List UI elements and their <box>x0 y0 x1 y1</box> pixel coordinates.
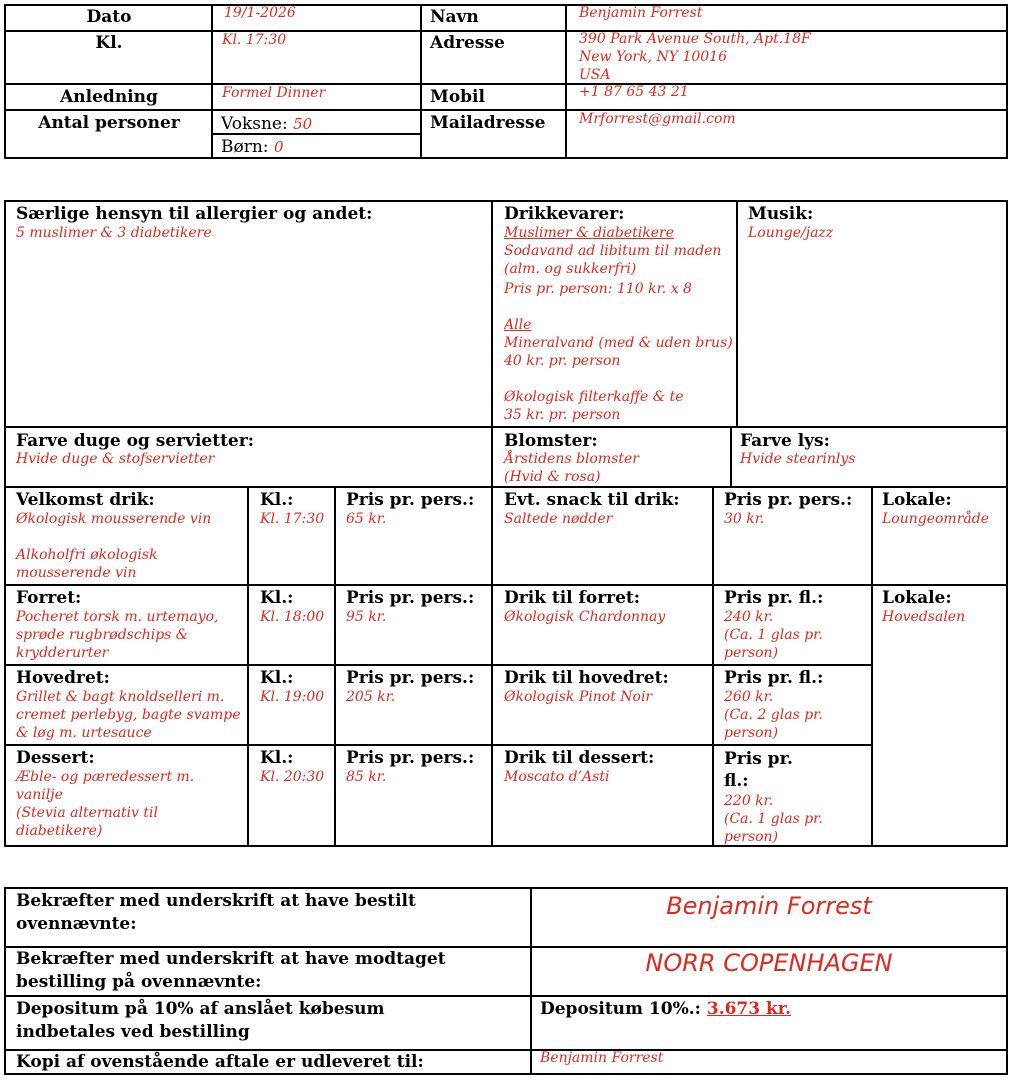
navn-label: Navn <box>430 7 479 27</box>
musik-value[interactable]: Lounge/jazz <box>748 225 834 241</box>
duge-label: Farve duge og servietter: <box>16 431 254 451</box>
table-border <box>4 200 6 847</box>
copy-label: Kopi af ovenstående aftale er udleveret til: <box>16 1052 424 1072</box>
drink-label: Drik til dessert: <box>504 748 655 768</box>
table-border <box>871 486 873 847</box>
table-border <box>4 887 6 1075</box>
allergier-value[interactable]: 5 muslimer & 3 diabetikere <box>16 225 212 241</box>
drikkevarer-label: Drikkevarer: <box>504 204 625 224</box>
lokale-value[interactable]: Hovedsalen <box>882 609 966 625</box>
table-border <box>5 109 1008 111</box>
drink-value[interactable]: Økologisk Pinot Noir <box>504 689 653 705</box>
price-value[interactable]: 85 kr. <box>346 769 387 785</box>
kl-value[interactable]: Kl. 19:00 <box>260 689 325 705</box>
table-border <box>5 4 1008 6</box>
kl-value[interactable]: Kl. 17:30 <box>222 32 287 48</box>
table-border <box>712 486 714 847</box>
table-border <box>5 83 1008 85</box>
drink-price-label: Pris pr. fl.: <box>724 668 824 688</box>
table-border <box>247 486 249 847</box>
price-value[interactable]: 95 kr. <box>346 609 387 625</box>
lokale-label: Lokale: <box>882 490 952 510</box>
mailadresse-label: Mailadresse <box>430 113 546 133</box>
drink-label: Evt. snack til drik: <box>504 490 680 510</box>
drink-price-value[interactable]: 240 kr. (Ca. 1 glas pr. person) <box>724 609 823 661</box>
kl-value[interactable]: Kl. 17:30 <box>260 511 325 527</box>
boern-field <box>221 137 283 157</box>
price-label: Pris pr. pers.: <box>346 588 475 608</box>
course-value[interactable]: Grillet & bagt knoldselleri m. cremet perlebyg, bagte svampe & løg m. urtesauce <box>16 689 241 741</box>
anledning-label: Anledning <box>60 87 158 107</box>
voksne-value[interactable]: 50 <box>293 115 313 133</box>
table-border <box>5 744 873 746</box>
table-border <box>736 200 738 427</box>
drikkevarer-group1-heading: Muslimer & diabetikere <box>504 225 674 241</box>
table-border <box>1006 200 1008 847</box>
course-label: Dessert: <box>16 748 95 768</box>
drikkevarer-group2-heading: Alle <box>504 317 532 333</box>
navn-value[interactable]: Benjamin Forrest <box>579 5 703 21</box>
mailadresse-value[interactable]: Mrforrest@gmail.com <box>579 111 736 127</box>
restaurant-signature[interactable]: NORR COPENHAGEN <box>645 949 893 977</box>
drink-price-label: Pris pr. pers.: <box>724 490 853 510</box>
table-border <box>491 200 493 427</box>
drink-price-value[interactable]: 30 kr. <box>724 511 765 527</box>
adresse-label: Adresse <box>430 33 505 53</box>
table-border <box>5 157 1008 159</box>
kl-label: Kl. <box>95 33 123 53</box>
boern-value[interactable]: 0 <box>273 138 284 156</box>
boern-label: Børn: <box>221 137 269 157</box>
dato-value[interactable]: 19/1-2026 <box>224 5 296 21</box>
adresse-value[interactable]: 390 Park Avenue South, Apt.18F New York, NY 10016 USA <box>579 31 811 83</box>
table-border <box>5 486 1008 488</box>
mobil-label: Mobil <box>430 87 485 107</box>
drink-value[interactable]: Saltede nødder <box>504 511 613 527</box>
price-value[interactable]: 205 kr. <box>346 689 396 705</box>
course-label: Forret: <box>16 588 82 608</box>
drink-label: Drik til forret: <box>504 588 641 608</box>
drink-price-value[interactable]: 260 kr. (Ca. 2 glas pr. person) <box>724 689 823 741</box>
table-border <box>5 30 1008 32</box>
lys-value[interactable]: Hvide stearinlys <box>740 451 856 467</box>
price-label: Pris pr. pers.: <box>346 748 475 768</box>
course-label: Velkomst drik: <box>16 490 155 510</box>
table-border <box>334 486 336 847</box>
drikkevarer-group1-price: Pris pr. person: 110 kr. x 8 <box>504 281 692 297</box>
deposit-label: Depositum på 10% af anslået købesum indbetales ved bestilling <box>16 999 385 1042</box>
kl-value[interactable]: Kl. 20:30 <box>260 769 325 785</box>
course-value[interactable]: Æble- og pæredessert m. vanilje (Stevia alternativ til diabetikere) <box>16 769 195 839</box>
lokale-label: Lokale: <box>882 588 952 608</box>
table-border <box>5 584 1008 586</box>
deposit-field <box>540 998 791 1021</box>
price-label: Pris pr. pers.: <box>346 490 475 510</box>
kl-label: Kl.: <box>260 490 294 510</box>
table-border <box>1006 887 1008 1075</box>
table-border <box>1006 4 1008 159</box>
table-border <box>4 4 6 159</box>
deposit-amount[interactable]: 3.673 kr. <box>706 999 792 1019</box>
table-border <box>5 200 1008 202</box>
anledning-value[interactable]: Formel Dinner <box>222 85 326 101</box>
table-border <box>491 426 493 488</box>
kl-label: Kl.: <box>260 748 294 768</box>
voksne-label: Voksne: <box>221 114 288 134</box>
received-confirmation-label: Bekræfter med underskrift at have modtaget bestilling på ovennævnte: <box>16 949 446 992</box>
table-border <box>5 887 1008 889</box>
customer-signature[interactable]: Benjamin Forrest <box>666 892 872 920</box>
table-border <box>5 664 873 666</box>
kl-label: Kl.: <box>260 668 294 688</box>
kl-value[interactable]: Kl. 18:00 <box>260 609 325 625</box>
voksne-field <box>221 114 312 134</box>
drink-price-value[interactable]: 220 kr. (Ca. 1 glas pr. person) <box>724 793 823 845</box>
drikkevarer-group1-text: Sodavand ad libitum til maden (alm. og sukkerfri) <box>504 243 722 277</box>
drikkevarer-value[interactable] <box>504 224 736 424</box>
lokale-value[interactable]: Loungeområde <box>882 511 989 527</box>
course-value[interactable]: Pocheret torsk m. urtemayo, sprøde rugbrødschips & krydderurter <box>16 609 219 661</box>
table-border <box>211 4 213 159</box>
copy-value[interactable]: Benjamin Forrest <box>540 1050 664 1066</box>
table-border <box>565 4 567 159</box>
table-border <box>730 426 732 488</box>
table-border <box>5 995 1008 997</box>
table-border <box>5 426 1008 428</box>
dato-label: Dato <box>86 7 132 27</box>
ordered-confirmation-label: Bekræfter med underskrift at have bestilt ovennævnte: <box>16 891 416 934</box>
blomster-value[interactable]: Årstidens blomster (Hvid & rosa) <box>504 451 639 485</box>
drikkevarer-group2-text: Mineralvand (med & uden brus) 40 kr. pr. person Økologisk filterkaffe & te 35 kr. pr. person <box>504 335 733 423</box>
drink-label: Drik til hovedret: <box>504 668 669 688</box>
antal-personer-label: Antal personer <box>38 113 180 133</box>
blomster-label: Blomster: <box>504 431 598 451</box>
lys-label: Farve lys: <box>740 431 830 451</box>
table-border <box>5 845 1008 847</box>
table-border <box>491 486 493 847</box>
drink-value[interactable]: Økologisk Chardonnay <box>504 609 666 625</box>
price-label: Pris pr. pers.: <box>346 668 475 688</box>
duge-value[interactable]: Hvide duge & stofservietter <box>16 451 215 467</box>
course-label: Hovedret: <box>16 668 110 688</box>
drink-value[interactable]: Moscato d’Asti <box>504 769 610 785</box>
mobil-value[interactable]: +1 87 65 43 21 <box>579 84 689 100</box>
drink-price-label: Pris pr. fl.: <box>724 588 824 608</box>
course-value[interactable]: Økologisk mousserende vin Alkoholfri økologisk mousserende vin <box>16 511 212 581</box>
kl-label: Kl.: <box>260 588 294 608</box>
musik-label: Musik: <box>748 204 814 224</box>
table-border <box>420 4 422 159</box>
deposit-value-label: Depositum 10%.: <box>540 999 701 1019</box>
price-value[interactable]: 65 kr. <box>346 511 387 527</box>
drink-price-label: Pris pr. fl.: <box>724 749 793 791</box>
allergier-label: Særlige hensyn til allergier og andet: <box>16 204 373 224</box>
